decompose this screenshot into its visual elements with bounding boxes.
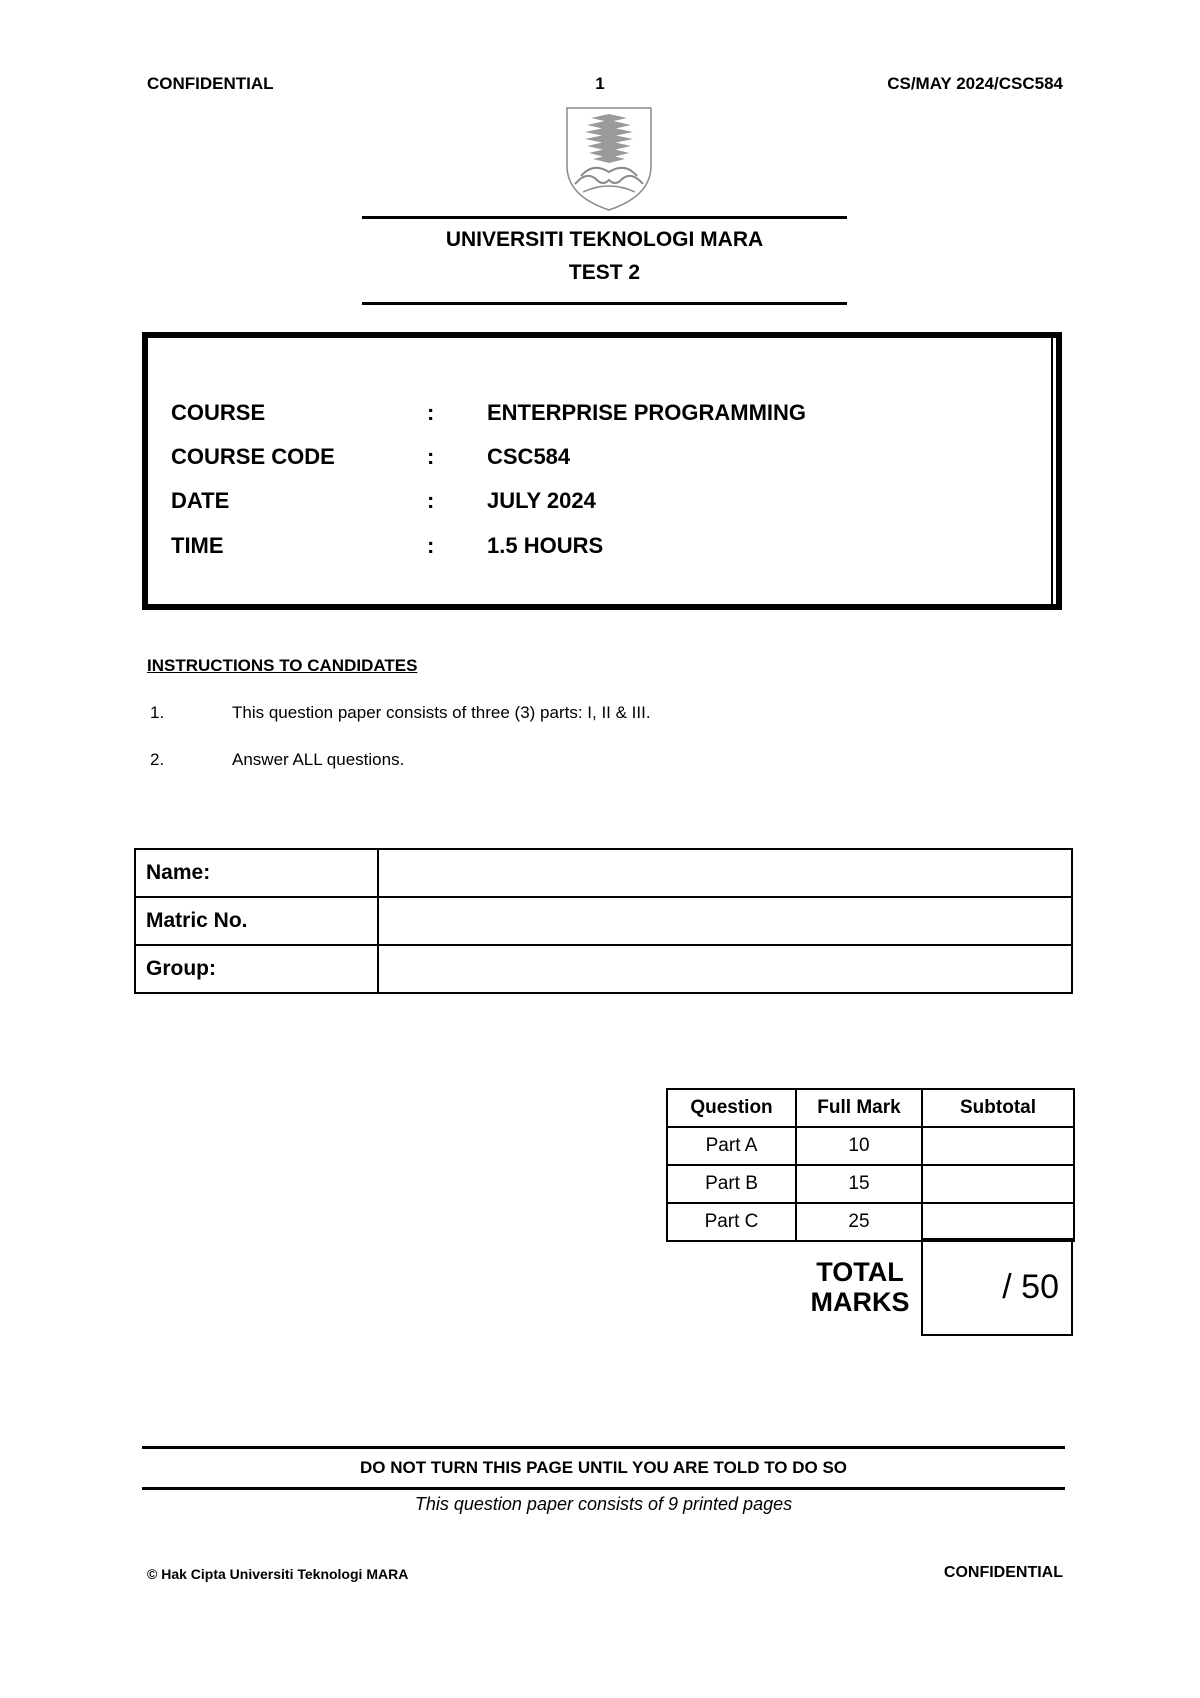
subtotal-cell[interactable]: [922, 1127, 1074, 1165]
course-value: ENTERPRISE PROGRAMMING: [487, 400, 807, 425]
full-mark-cell: 15: [796, 1165, 922, 1203]
page-count-note: This question paper consists of 9 printed pages: [414, 1494, 793, 1514]
question-cell: Part C: [667, 1203, 796, 1241]
full-mark-cell: 25: [796, 1203, 922, 1241]
candidate-info-table: [134, 848, 1073, 994]
course-code-value: CSC584: [487, 444, 571, 469]
table-row: [667, 1203, 1074, 1241]
do-not-turn-notice: DO NOT TURN THIS PAGE UNTIL YOU ARE TOLD TO DO SO: [359, 1458, 848, 1477]
subtotal-cell[interactable]: [922, 1203, 1074, 1241]
total-label-line2: MARKS: [810, 1287, 910, 1317]
instructions-title: INSTRUCTIONS TO CANDIDATES: [147, 656, 418, 675]
header-confidential: CONFIDENTIAL: [147, 74, 274, 93]
time-colon: :: [427, 533, 435, 558]
subtotal-cell[interactable]: [922, 1165, 1074, 1203]
university-crest-icon: [563, 104, 655, 212]
date-label: DATE: [171, 488, 230, 513]
group-field[interactable]: [378, 945, 1072, 993]
course-code-label: COURSE CODE: [171, 444, 335, 469]
title-rule-top: [362, 216, 847, 219]
name-label: Name:: [135, 849, 378, 897]
page-number: 1: [595, 74, 605, 93]
instruction-text: Answer ALL questions.: [232, 750, 405, 769]
instruction-number: 1.: [150, 703, 165, 722]
group-label: Group:: [135, 945, 378, 993]
header-full-mark: Full Mark: [796, 1089, 922, 1127]
notice-rule-top: [142, 1446, 1065, 1449]
question-cell: Part B: [667, 1165, 796, 1203]
matric-no-label: Matric No.: [135, 897, 378, 945]
name-field[interactable]: [378, 849, 1072, 897]
date-value: JULY 2024: [487, 488, 596, 513]
course-colon: :: [427, 400, 435, 425]
table-row: [135, 849, 1072, 897]
university-name: UNIVERSITI TEKNOLOGI MARA: [445, 228, 764, 251]
title-rule-bottom: [362, 302, 847, 305]
total-marks-value: / 50: [1002, 1267, 1059, 1306]
total-label-line1: TOTAL: [816, 1257, 904, 1287]
course-label: COURSE: [171, 400, 266, 425]
matric-no-field[interactable]: [378, 897, 1072, 945]
notice-rule-bottom: [142, 1487, 1065, 1490]
marks-table: [666, 1088, 1075, 1242]
instruction-number: 2.: [150, 750, 165, 769]
time-label: TIME: [171, 533, 224, 558]
table-row: [135, 897, 1072, 945]
paper-code: CS/MAY 2024/CSC584: [887, 74, 1063, 93]
instruction-text: This question paper consists of three (3) parts: I, II & III.: [232, 703, 651, 722]
course-info-box: [142, 332, 1062, 610]
total-marks-box[interactable]: [921, 1238, 1073, 1336]
header-question: Question: [667, 1089, 796, 1127]
date-colon: :: [427, 488, 435, 513]
exam-title: TEST 2: [568, 261, 641, 284]
total-marks-label: [796, 1257, 924, 1317]
time-value: 1.5 HOURS: [487, 533, 604, 558]
header-subtotal: Subtotal: [922, 1089, 1074, 1127]
marks-table-header: [667, 1089, 1074, 1127]
copyright-notice: © Hak Cipta Universiti Teknologi MARA: [147, 1566, 409, 1582]
table-row: [667, 1127, 1074, 1165]
full-mark-cell: 10: [796, 1127, 922, 1165]
table-row: [667, 1165, 1074, 1203]
table-row: [135, 945, 1072, 993]
footer-confidential: CONFIDENTIAL: [943, 1564, 1063, 1581]
question-cell: Part A: [667, 1127, 796, 1165]
course-code-colon: :: [427, 444, 435, 469]
